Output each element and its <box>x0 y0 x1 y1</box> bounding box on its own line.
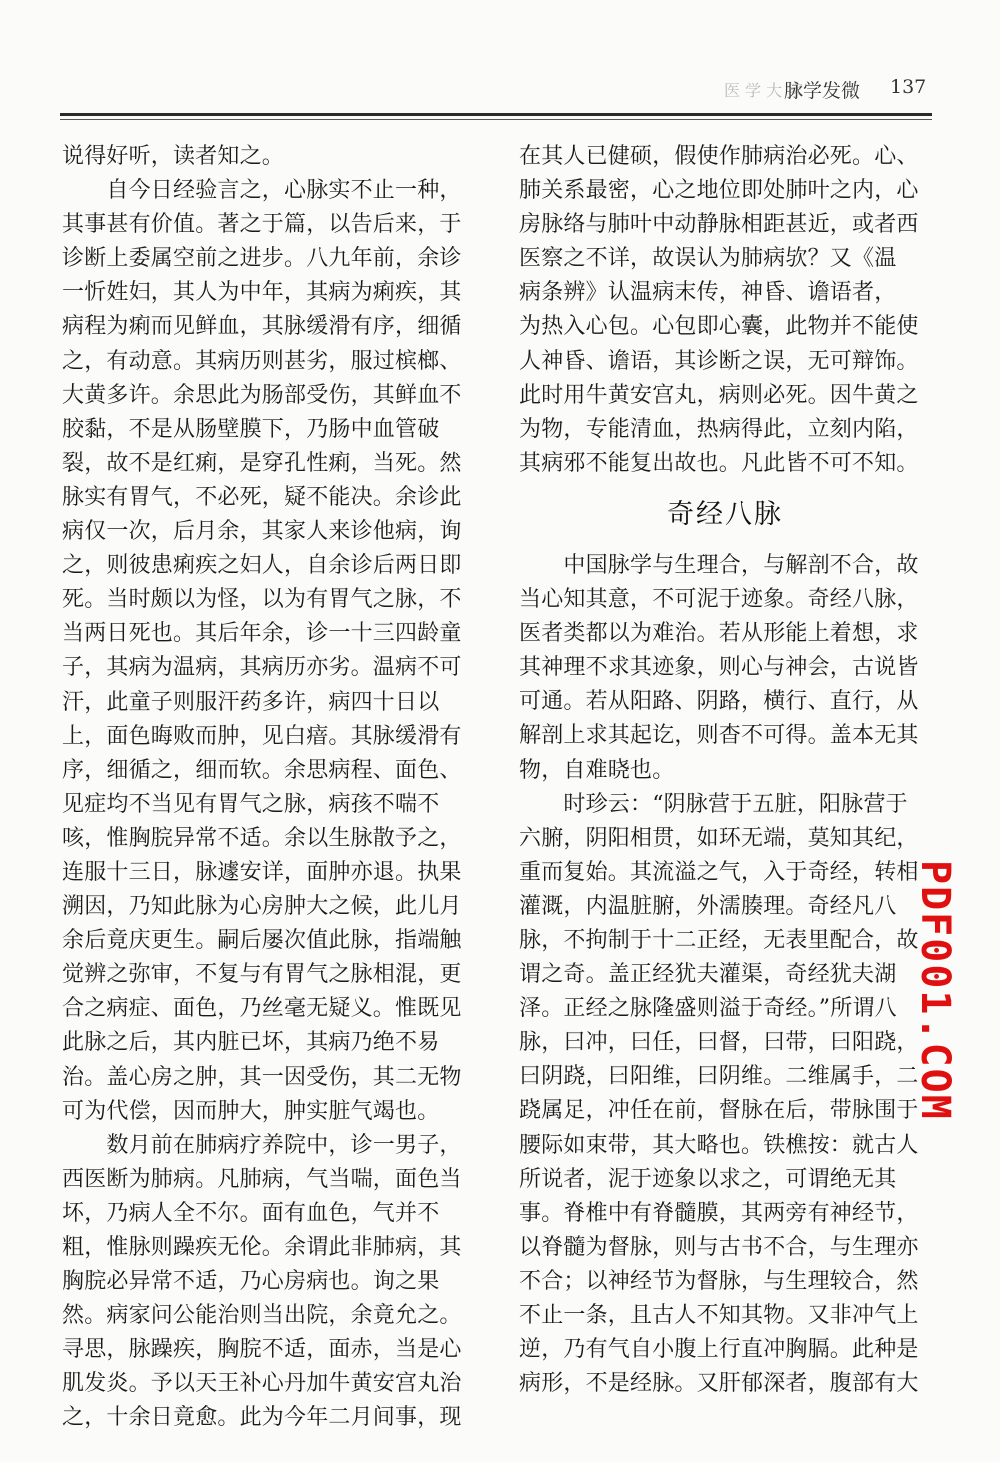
right-column <box>519 140 931 1401</box>
text-line: 此时用牛黄安宫丸，病则必死。因牛黄之 <box>519 382 919 408</box>
text-line: 灌溉，内温脏腑，外濡腠理。奇经凡八 <box>519 893 897 919</box>
text-line: 当心知其意，不可泥于迹象。奇经八脉， <box>519 587 919 613</box>
watermark-text: PDF001.COM <box>912 860 958 1121</box>
text-line: 粗，惟脉则躁疾无伦。余谓此非肺病，其 <box>62 1235 462 1260</box>
text-line: 溯因，乃知此脉为心房肿大之候，此儿月 <box>62 894 462 920</box>
text-line: 时珍云：“阴脉营于五脏，阳脉营于 <box>519 791 908 817</box>
text-line: 可通。若从阳路、阴路，横行、直行，从 <box>519 689 919 715</box>
text-line: 合之病症、面色，乃丝毫无疑义。惟既见 <box>62 996 462 1022</box>
left-column <box>62 140 474 1436</box>
text-line: 不合；以神经节为督脉，与生理较合，然 <box>519 1268 919 1294</box>
text-line: 为物，专能清血，热病得此，立刻内陷， <box>519 416 919 442</box>
text-line: 腰际如束带，其大略也。铁樵按：就古人 <box>519 1132 919 1158</box>
text-line: 中国脉学与生理合，与解剖不合，故 <box>519 552 919 578</box>
text-line: 病条辨》认温病末传，神昏、谵语者， <box>519 280 897 306</box>
text-line: 在其人已健硕，假使作肺病治必死。心、 <box>519 144 919 169</box>
text-line: 泽。正经之脉隆盛则溢于奇经。”所谓八 <box>519 996 897 1022</box>
text-line: 脉实有胃气，不必死，疑不能决。余诊此 <box>62 484 462 510</box>
text-line: 觉辨之弥审，不复与有胃气之脉相混，更 <box>62 962 462 988</box>
text-line: 见症均不当见有胃气之脉，病孩不喘不 <box>62 791 440 817</box>
text-line: 病程为痢而见鲜血，其脉缓滑有序，细循 <box>62 314 462 340</box>
text-line: 房脉络与肺叶中动静脉相距甚近，或者西 <box>519 212 919 238</box>
text-line: 其病邪不能复出故也。凡此皆不可不知。 <box>519 450 919 476</box>
text-line: 自今日经验言之，心脉实不止一种， <box>62 178 462 204</box>
text-line: 人神昏、谵语，其诊断之误，无可辩饰。 <box>519 348 919 374</box>
text-line: 病形，不是经脉。又肝郁深者，腹部有大 <box>519 1371 919 1397</box>
text-line: 可为代偿，因而肿大，肿实脏气竭也。 <box>62 1098 440 1124</box>
text-line: 此脉之后，其内脏已坏，其病乃绝不易 <box>62 1030 440 1056</box>
text-line: 余后竟庆更生。嗣后屡次值此脉，指端触 <box>62 928 462 954</box>
text-line: 坏，乃病人全不尔。面有血色，气并不 <box>62 1200 440 1226</box>
text-line: 为热入心包。心包即心囊，此物并不能使 <box>519 314 919 340</box>
text-line: 其事甚有价值。著之于篇，以告后来，于 <box>62 212 462 238</box>
text-line: 序，细循之，细而软。余思病程、面色、 <box>62 757 462 783</box>
text-line: 脉，不拘制于十二正经，无表里配合，故 <box>519 927 919 953</box>
text-line: 所说者，泥于迹象以求之，可谓绝无其 <box>519 1166 897 1192</box>
text-line: 之，十余日竟愈。此为今年二月间事，现 <box>62 1405 462 1431</box>
text-line: 医察之不详，故误认为肺病欤？又《温 <box>519 246 897 272</box>
text-line: 肌发炎。予以天王补心丹加牛黄安宫丸治 <box>62 1371 462 1397</box>
section-title: 奇经八脉 <box>667 498 783 530</box>
right-column-top-text <box>519 140 931 481</box>
series-mark: 医 学 大 家 <box>724 81 804 100</box>
text-line: 诊断上委属空前之进步。八九年前，余诊 <box>62 246 462 272</box>
text-line: 大黄多许。余思此为肠部受伤，其鲜血不 <box>62 382 462 408</box>
text-line: 医者类都以为难治。若从形能上着想，求 <box>519 621 919 647</box>
text-line: 其神理不求其迹象，则心与神会，古说皆 <box>519 655 919 681</box>
text-line: 物，自难晓也。 <box>519 757 675 783</box>
text-line: 解剖上求其起讫，则杳不可得。盖本无其 <box>519 723 919 749</box>
text-line: 然。病家问公能治则当出院，余竟允之。 <box>62 1303 462 1329</box>
text-line: 西医断为肺病。凡肺病，气当喘，面色当 <box>62 1166 462 1192</box>
header-rule-thick <box>60 113 932 116</box>
text-line: 肺关系最密，心之地位即处肺叶之内，心 <box>519 178 919 204</box>
text-line: 治。盖心房之肿，其一因受伤，其二无物 <box>62 1064 462 1090</box>
text-line: 以脊髓为督脉，则与古书不合，与生理亦 <box>519 1234 919 1260</box>
text-line: 重而复始。其流溢之气，入于奇经，转相 <box>519 859 919 885</box>
text-line: 说得好听，读者知之。 <box>62 144 285 169</box>
text-line: 连服十三日，脉遽安详，面肿亦退。执果 <box>62 859 462 885</box>
text-line: 病仅一次，后月余，其家人来诊他病，询 <box>62 519 462 545</box>
text-line: 当两日死也。其后年余，诊一十三四龄童 <box>62 621 462 647</box>
text-line: 汗，此童子则服汗药多许，病四十日以 <box>62 689 440 715</box>
text-line: 六腑，阴阳相贯，如环无端，莫知其纪， <box>519 825 919 851</box>
text-line: 寻思，脉躁疾，胸脘不适，面赤，当是心 <box>62 1337 462 1363</box>
text-line: 不止一条，且古人不知其物。又非冲气上 <box>519 1303 919 1328</box>
text-line: 脉，曰冲，曰任，曰督，曰带，曰阳跷， <box>519 1030 919 1056</box>
text-line: 曰阴跷，曰阳维，曰阴维。二维属手，二 <box>519 1064 919 1090</box>
text-line: 咳，惟胸脘异常不适。余以生脉散予之， <box>62 825 462 851</box>
header-rule-thin <box>60 119 932 120</box>
right-column-bottom-text <box>519 549 931 1401</box>
text-line: 跷属足，冲任在前，督脉在后，带脉围于 <box>519 1098 919 1124</box>
text-line: 事。脊椎中有脊髓膜，其两旁有神经节， <box>519 1200 919 1226</box>
running-head <box>718 74 948 104</box>
text-line: 谓之奇。盖正经犹夫灌渠，奇经犹夫湖 <box>519 962 897 988</box>
text-line: 之，有动意。其病历则甚劣，服过槟榔、 <box>62 348 462 374</box>
text-line: 胸脘必异常不适，乃心房病也。询之果 <box>62 1269 440 1295</box>
text-line: 数月前在肺病疗养院中，诊一男子， <box>62 1132 462 1158</box>
text-line: 胶黏，不是从肠壁膜下，乃肠中血管破 <box>62 416 440 442</box>
text-line: 子，其病为温病，其病历亦劣。温病不可 <box>62 655 462 681</box>
text-line: 之，则彼患痢疾之妇人，自余诊后两日即 <box>62 553 462 579</box>
text-line: 裂，故不是红痢，是穿孔性痢，当死。然 <box>62 450 462 476</box>
text-line: 一忻姓妇，其人为中年，其病为痢疾，其 <box>62 280 462 306</box>
text-line: 逆，乃有气自小腹上行直冲胸膈。此种是 <box>519 1337 919 1363</box>
text-line: 死。当时颇以为怪，以为有胃气之脉，不 <box>62 587 462 613</box>
book-title: 脉学发微 <box>784 80 861 102</box>
text-line: 上，面色晦败而肿，见白瘖。其脉缓滑有 <box>62 723 462 749</box>
page-number: 137 <box>890 76 927 98</box>
